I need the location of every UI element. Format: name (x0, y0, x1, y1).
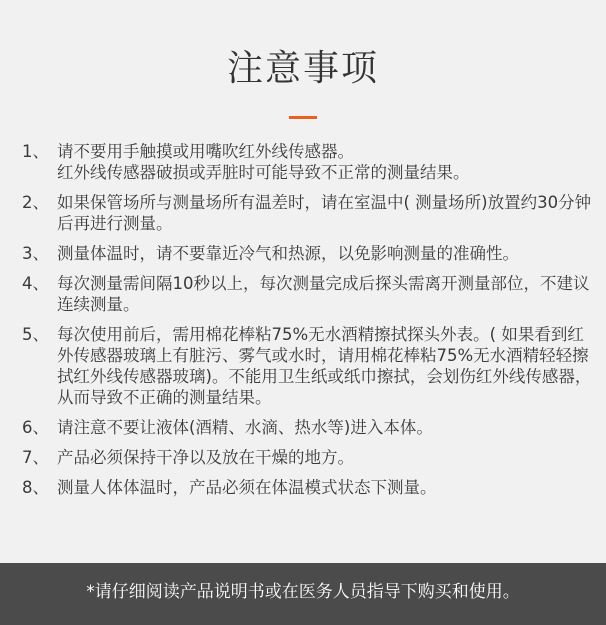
list-item (22, 192, 592, 234)
item-text: 如果保管场所与测量场所有温差时，请在室温中( 测量场所)放置约30分钟后再进行测量。 (57, 193, 592, 233)
item-number: 8、 (22, 478, 49, 497)
item-text: 测量体温时，请不要靠近冷气和热源，以免影响测量的准确性。 (57, 244, 519, 263)
item-text: 请注意不要让液体(酒精、水滴、热水等)进入本体。 (57, 418, 433, 437)
list-item (22, 243, 592, 264)
list-item (22, 417, 592, 438)
title-divider (289, 116, 317, 119)
precautions-list (22, 141, 592, 507)
list-item (22, 324, 592, 408)
page-title: 注意事项 (226, 48, 379, 89)
item-text: 每次测量需间隔10秒以上，每次测量完成后探头需离开测量部位，不建议连续测量。 (57, 274, 590, 314)
item-text: 每次使用前后，需用棉花棒粘75%无水酒精擦拭探头外表。( 如果看到红外传感器玻璃上有脏污、雾气或水时，请用棉花棒粘75%无水酒精轻轻擦拭红外线传感器玻璃)。不能用卫生纸或纸巾擦拭，会划伤红外线传感器，从而导致不正确的测量结果。 (57, 325, 592, 407)
item-number: 5、 (22, 325, 49, 344)
list-item (22, 141, 592, 183)
list-item (22, 447, 592, 468)
item-text: 测量人体体温时，产品必须在体温模式状态下测量。 (57, 478, 437, 497)
footer-notice: *请仔细阅读产品说明书或在医务人员指导下购买和使用。 (0, 563, 606, 625)
item-number: 1、 (22, 142, 49, 161)
list-item (22, 477, 592, 498)
item-number: 3、 (22, 244, 49, 263)
item-number: 7、 (22, 448, 49, 467)
item-number: 2、 (22, 193, 49, 212)
list-item (22, 273, 592, 315)
item-number: 4、 (22, 274, 49, 293)
item-text: 请不要用手触摸或用嘴吹红外线传感器。 红外线传感器破损或弄脏时可能导致不正常的测量结果。 (57, 142, 470, 182)
item-number: 6、 (22, 418, 49, 437)
item-text: 产品必须保持干净以及放在干燥的地方。 (57, 448, 354, 467)
